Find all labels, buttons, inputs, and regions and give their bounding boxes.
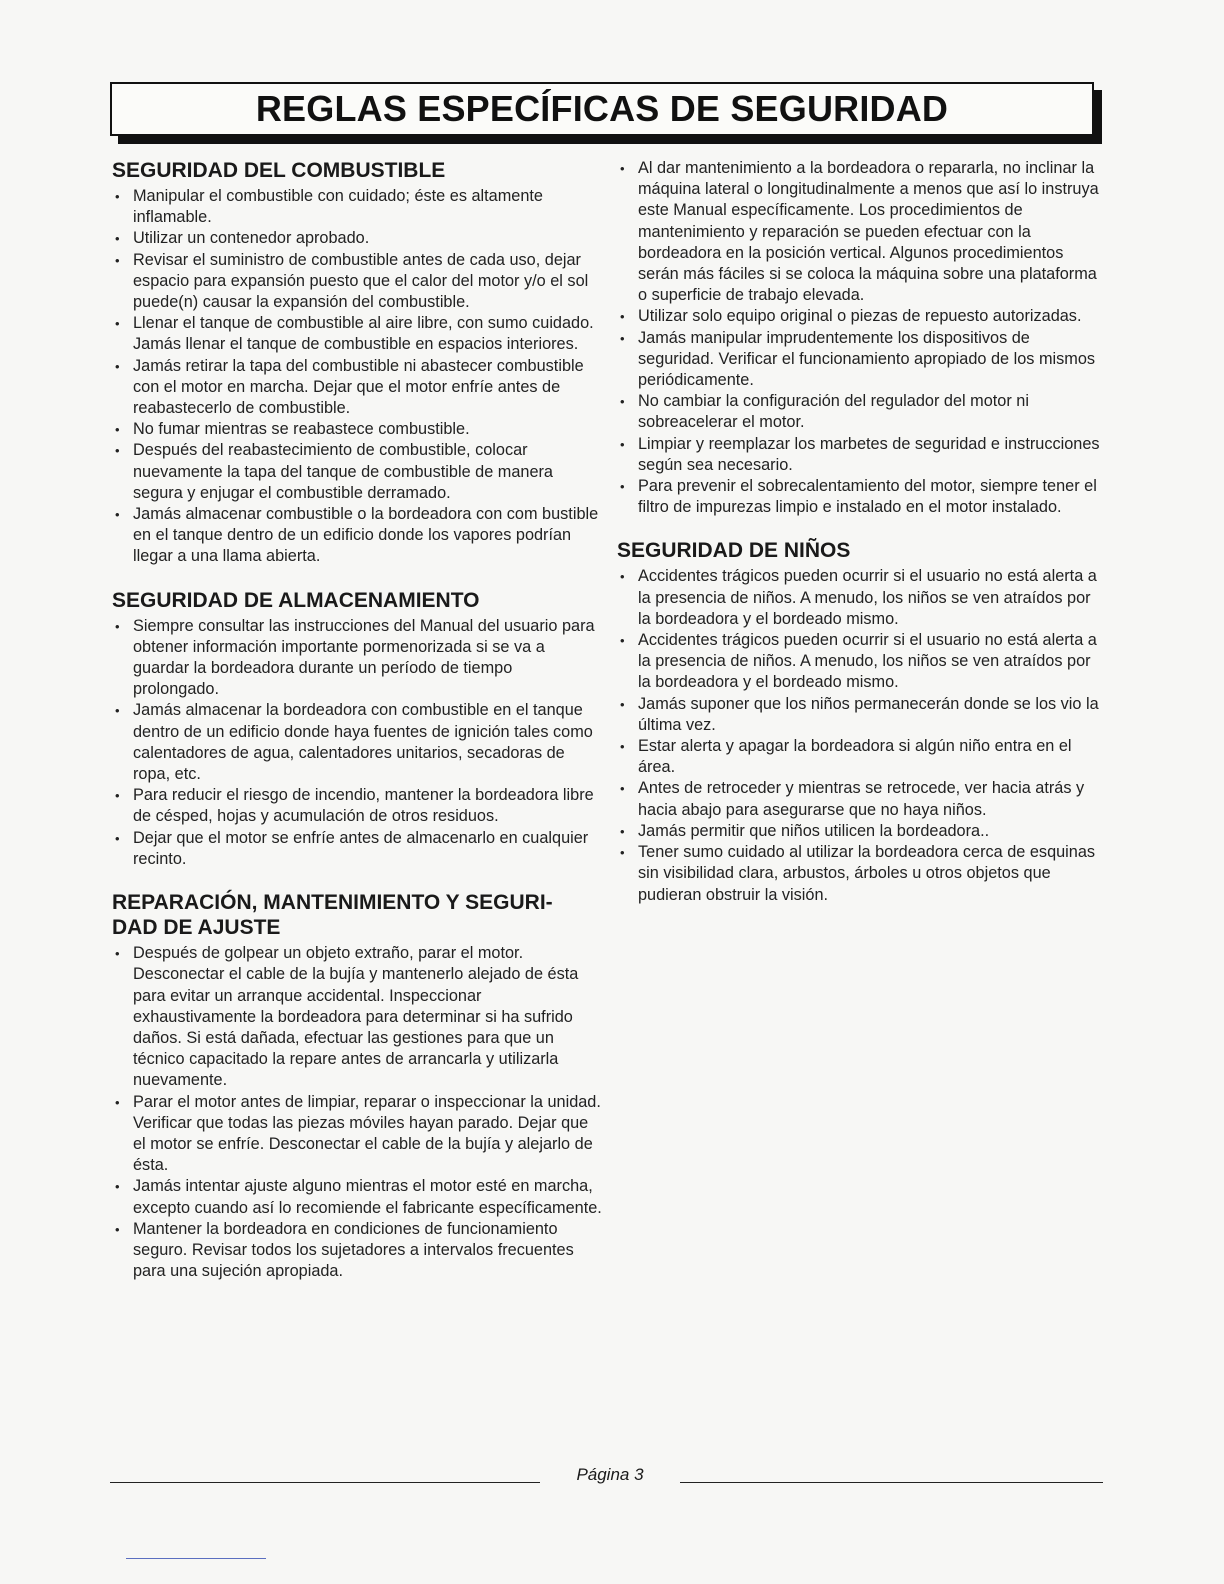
page-footer xyxy=(110,1465,1103,1489)
list-item: • Jamás retirar la tapa del combustible ni abastecer combustible con el motor en marcha. Dejar que el motor enfríe antes de reabastecerlo de combustible. xyxy=(112,356,602,420)
section-heading: REPARACIÓN, MANTENIMIENTO Y SEGURI- DAD DE AJUSTE xyxy=(112,891,553,940)
list-item: • Llenar el tanque de combustible al aire libre, con sumo cuidado. Jamás llenar el tanque de combustible en espacios interiores. xyxy=(112,313,602,355)
bullet-list xyxy=(617,158,1107,518)
title-banner xyxy=(110,82,1102,144)
list-item: • Tener sumo cuidado al utilizar la bordeadora cerca de esquinas sin visibilidad clara, arbustos, árboles u otros objetos que pudieran obstruir la visión. xyxy=(617,842,1107,906)
page-number: Página 3 xyxy=(576,1465,644,1484)
section-heading: SEGURIDAD DEL COMBUSTIBLE xyxy=(112,159,446,182)
list-item: • Después del reabastecimiento de combustible, colocar nuevamente la tapa del tanque de combustible de manera segura y enjugar el combustible derramado. xyxy=(112,440,602,504)
bullet-list xyxy=(617,566,1107,905)
list-item: • Después de golpear un objeto extraño, parar el motor. Desconectar el cable de la bujía y mantenerlo alejado de ésta para evitar un arranque accidental. Inspeccionar exhaustivamente la bordeadora para determinar si ha sufrido daños. Si está dañada, efectuar las gestiones para que un técnico capacitado la repare antes de arrancarla y utilizarla nuevamente. xyxy=(112,943,602,1091)
list-item: • Limpiar y reemplazar los marbetes de seguridad e instrucciones según sea necesario. xyxy=(617,434,1107,476)
list-item: • Siempre consultar las instrucciones del Manual del usuario para obtener información importante pormenorizada si se va a guardar la bordeadora durante un período de tiempo prolongado. xyxy=(112,616,602,701)
right-column xyxy=(617,158,1107,926)
corner-rule xyxy=(126,1558,266,1559)
list-item: • Antes de retroceder y mientras se retrocede, ver hacia atrás y hacia abajo para asegurarse que no haya niños. xyxy=(617,778,1107,820)
list-item: • No fumar mientras se reabastece combustible. xyxy=(112,419,602,440)
list-item: • Jamás suponer que los niños permanecerán donde se los vio la última vez. xyxy=(617,694,1107,736)
list-item: • Parar el motor antes de limpiar, reparar o inspeccionar la unidad. Verificar que todas las piezas móviles hayan parado. Dejar que el motor se enfríe. Desconectar el cable de la bujía y alejarlo de ésta. xyxy=(112,1092,602,1177)
list-item: • Manipular el combustible con cuidado; éste es altamente inflamable. xyxy=(112,186,602,228)
left-column xyxy=(112,158,602,1302)
list-item: • Utilizar solo equipo original o piezas de repuesto autorizadas. xyxy=(617,306,1107,327)
list-item: • Mantener la bordeadora en condiciones de funcionamiento seguro. Revisar todos los sujetadores a intervalos frecuentes para una sujeción apropiada. xyxy=(112,1219,602,1283)
bullet-list xyxy=(112,186,602,568)
list-item: • Para reducir el riesgo de incendio, mantener la bordeadora libre de césped, hojas y acumulación de otros residuos. xyxy=(112,785,602,827)
list-item: • Jamás manipular imprudentemente los dispositivos de seguridad. Verificar el funcionamiento apropiado de los mismos periódicamente. xyxy=(617,328,1107,392)
list-item: • Accidentes trágicos pueden ocurrir si el usuario no está alerta a la presencia de niños. A menudo, los niños se ven atraídos por la bordeadora y el bordeado mismo. xyxy=(617,566,1107,630)
list-item: • Jamás almacenar combustible o la bordeadora con com bustible en el tanque dentro de un edificio donde los vapores podrían llegar a una llama abierta. xyxy=(112,504,602,568)
page-title: REGLAS ESPECÍFICAS DE SEGURIDAD xyxy=(255,88,949,129)
footer-rule-left xyxy=(110,1482,540,1483)
list-item: • Jamás intentar ajuste alguno mientras el motor esté en marcha, excepto cuando así lo recomiende el fabricante específicamente. xyxy=(112,1176,602,1218)
list-item: • Al dar mantenimiento a la bordeadora o repararla, no inclinar la máquina lateral o longitudinalmente a menos que así lo instruya este Manual específicamente. Los procedimientos de mantenimiento y reparación se pueden efectuar con la bordeadora en la posición vertical. Algunos procedimientos serán más fáciles si se coloca la máquina sobre una plataforma o superficie de trabajo elevada. xyxy=(617,158,1107,306)
footer-rule-right xyxy=(680,1482,1103,1483)
list-item: • Estar alerta y apagar la bordeadora si algún niño entra en el área. xyxy=(617,736,1107,778)
title-box xyxy=(110,82,1094,136)
list-item: • Accidentes trágicos pueden ocurrir si el usuario no está alerta a la presencia de niños. A menudo, los niños se ven atraídos por la bordeadora y el bordeado mismo. xyxy=(617,630,1107,694)
bullet-list xyxy=(112,616,602,870)
list-item: • Jamás almacenar la bordeadora con combustible en el tanque dentro de un edificio donde haya fuentes de ignición tales como calentadores de agua, calentadores unitarios, secadoras de ropa, etc. xyxy=(112,700,602,785)
list-item: • Para prevenir el sobrecalentamiento del motor, siempre tener el filtro de impurezas limpio e instalado en el motor instalado. xyxy=(617,476,1107,518)
safety-section xyxy=(112,158,602,568)
list-item: • Jamás permitir que niños utilicen la bordeadora.. xyxy=(617,821,1107,842)
safety-section xyxy=(112,890,602,1282)
list-item: • Revisar el suministro de combustible antes de cada uso, dejar espacio para expansión puesto que el calor del motor y/o el sol puede(n) causar la expansión del combustible. xyxy=(112,250,602,314)
list-item: • No cambiar la configuración del regulador del motor ni sobreacelerar el motor. xyxy=(617,391,1107,433)
section-heading: SEGURIDAD DE ALMACENAMIENTO xyxy=(112,588,480,612)
list-item: • Utilizar un contenedor aprobado. xyxy=(112,228,602,249)
safety-section xyxy=(617,158,1107,518)
safety-section xyxy=(112,588,602,870)
section-heading: SEGURIDAD DE NIÑOS xyxy=(617,539,851,563)
list-item: • Dejar que el motor se enfríe antes de almacenarlo en cualquier recinto. xyxy=(112,828,602,870)
bullet-list xyxy=(112,943,602,1282)
safety-section xyxy=(617,538,1107,905)
